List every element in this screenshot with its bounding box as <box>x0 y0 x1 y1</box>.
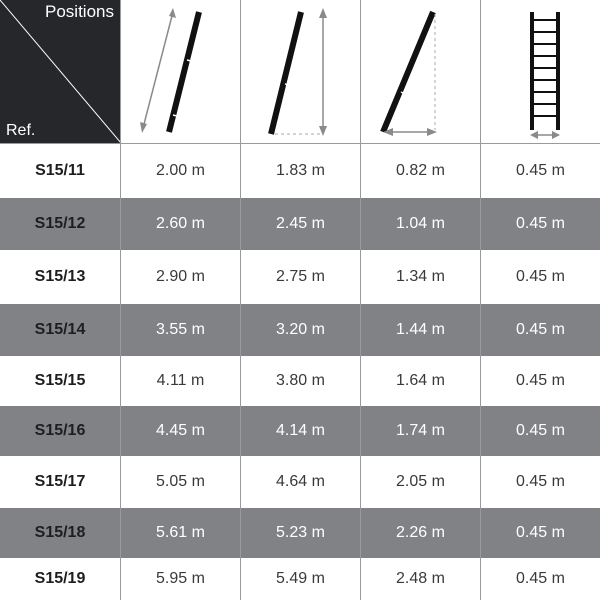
value-cell: 2.45 m <box>240 198 360 250</box>
value-cell: 0.45 m <box>480 456 600 508</box>
value-cell: 0.82 m <box>360 144 480 198</box>
ref-label: Ref. <box>6 122 36 139</box>
value-cell: 2.05 m <box>360 456 480 508</box>
value-cell: 5.23 m <box>240 508 360 558</box>
value-cell: 5.05 m <box>120 456 240 508</box>
table-row <box>0 356 600 406</box>
ref-cell: S15/19 <box>34 570 86 587</box>
value-cell: 2.48 m <box>360 558 480 600</box>
value-cell: 4.14 m <box>240 406 360 456</box>
value-cell: 4.45 m <box>120 406 240 456</box>
value-cell: 2.75 m <box>240 250 360 304</box>
value-cell: 0.45 m <box>480 356 600 406</box>
value-cell: 2.00 m <box>120 144 240 198</box>
ladder-length-icon <box>121 0 241 143</box>
ladder-height-icon <box>241 0 361 143</box>
header-cell-height <box>240 0 361 143</box>
ref-cell: S15/15 <box>34 372 86 389</box>
value-cell: 5.95 m <box>120 558 240 600</box>
table-row <box>0 406 600 456</box>
value-cell: 0.45 m <box>480 198 600 250</box>
value-cell: 3.55 m <box>120 304 240 356</box>
value-cell: 4.11 m <box>120 356 240 406</box>
value-cell: 3.80 m <box>240 356 360 406</box>
value-cell: 0.45 m <box>480 406 600 456</box>
value-cell: 5.49 m <box>240 558 360 600</box>
positions-label: Positions <box>45 2 114 21</box>
value-cell: 2.60 m <box>120 198 240 250</box>
table-row <box>0 144 600 198</box>
value-cell: 2.90 m <box>120 250 240 304</box>
value-cell: 0.45 m <box>480 508 600 558</box>
ref-cell: S15/16 <box>34 422 86 439</box>
header-cell-length <box>120 0 241 143</box>
header-cell-width <box>480 0 600 143</box>
table-row <box>0 558 600 600</box>
header-cell-base <box>360 0 481 143</box>
value-cell: 5.61 m <box>120 508 240 558</box>
value-cell: 0.45 m <box>480 250 600 304</box>
value-cell: 0.45 m <box>480 304 600 356</box>
table-row <box>0 198 600 250</box>
ref-cell: S15/12 <box>34 215 86 232</box>
ladder-base-distance-icon <box>361 0 481 143</box>
value-cell: 1.44 m <box>360 304 480 356</box>
ladder-width-icon <box>481 0 600 143</box>
value-cell: 1.74 m <box>360 406 480 456</box>
ref-cell: S15/13 <box>34 268 86 285</box>
ref-cell: S15/11 <box>35 162 85 179</box>
ref-cell: S15/17 <box>34 473 86 490</box>
value-cell: 1.64 m <box>360 356 480 406</box>
value-cell: 2.26 m <box>360 508 480 558</box>
value-cell: 1.83 m <box>240 144 360 198</box>
table-row <box>0 250 600 304</box>
ref-cell: S15/14 <box>34 321 86 338</box>
value-cell: 3.20 m <box>240 304 360 356</box>
table-row <box>0 456 600 508</box>
ref-cell: S15/18 <box>34 524 86 541</box>
table-row <box>0 304 600 356</box>
header-corner-cell <box>0 0 121 143</box>
table-row <box>0 508 600 558</box>
value-cell: 0.45 m <box>480 144 600 198</box>
value-cell: 1.34 m <box>360 250 480 304</box>
value-cell: 4.64 m <box>240 456 360 508</box>
value-cell: 1.04 m <box>360 198 480 250</box>
value-cell: 0.45 m <box>480 558 600 600</box>
